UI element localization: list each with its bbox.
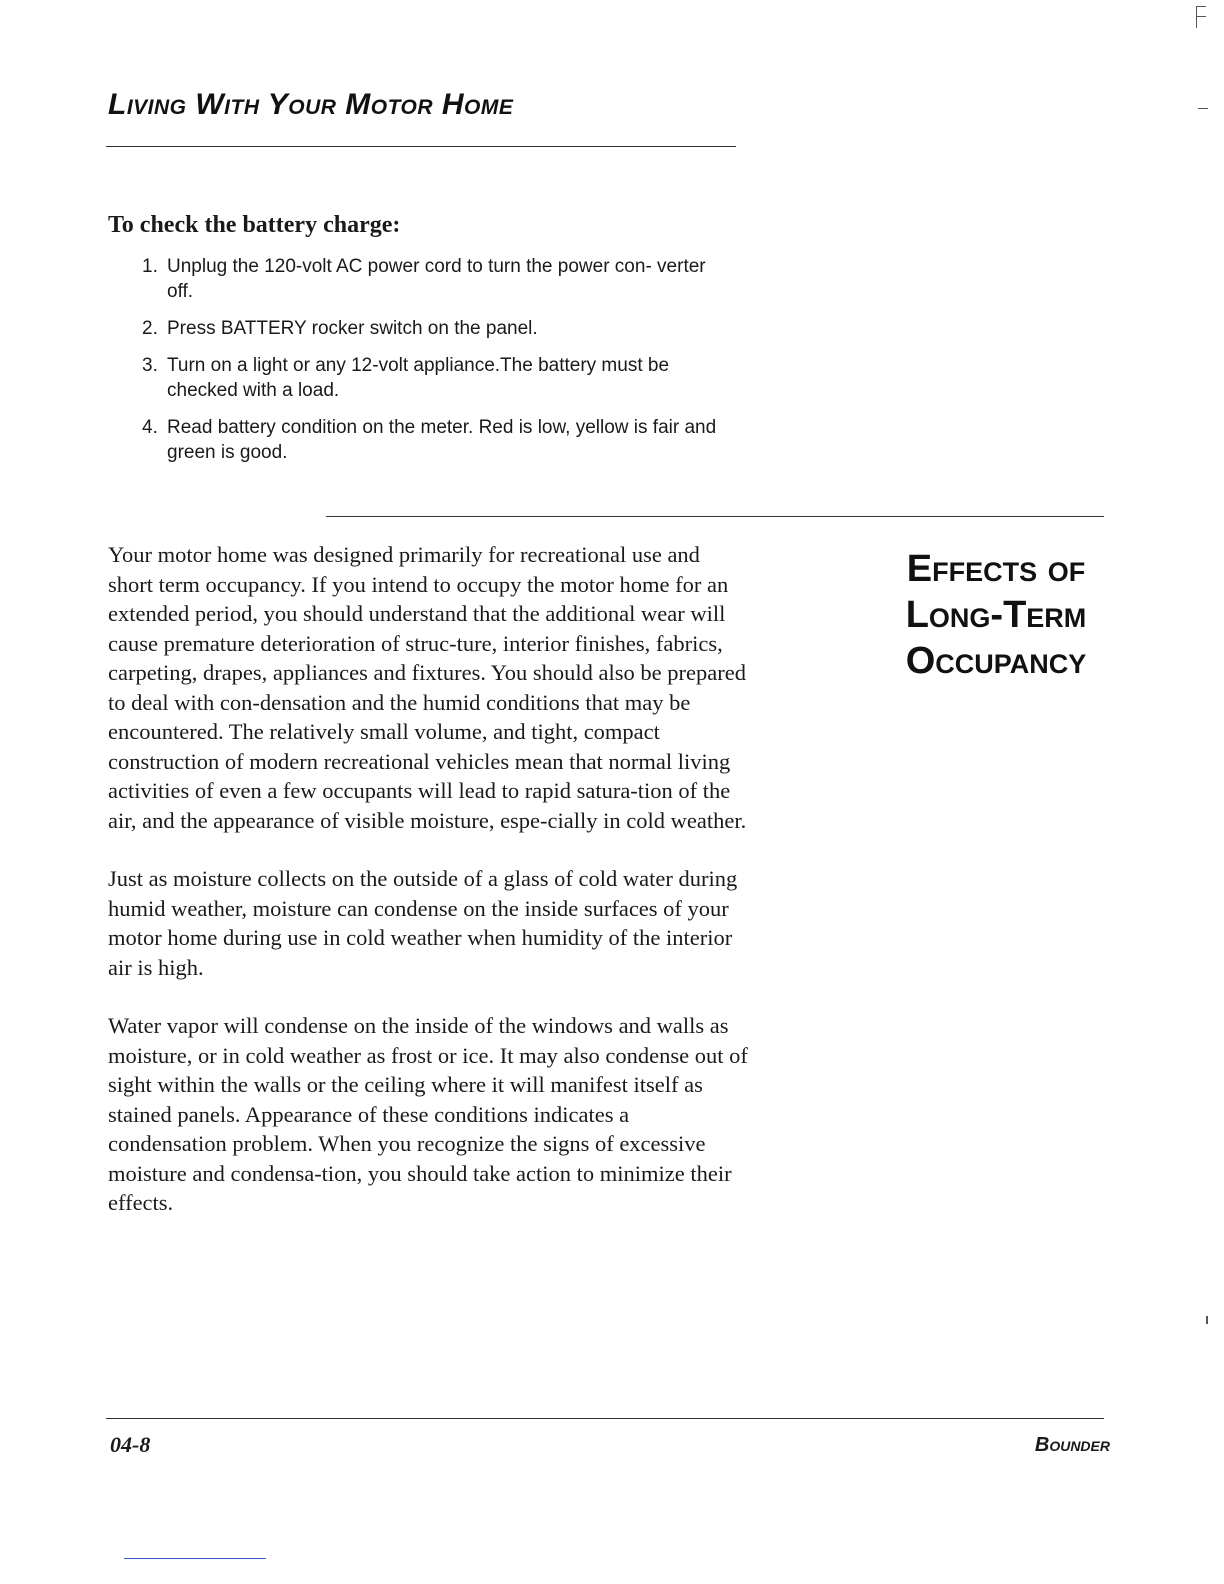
scan-edge-mark xyxy=(1196,6,1206,7)
scan-edge-mark xyxy=(1196,6,1197,28)
battery-section-heading: To check the battery charge: xyxy=(108,212,401,238)
occupancy-body xyxy=(108,540,748,1247)
step-number: 1. xyxy=(142,256,158,277)
scan-edge-mark xyxy=(1198,108,1208,109)
list-item xyxy=(142,316,722,341)
header-divider xyxy=(106,146,736,147)
side-heading-line: Long-Term xyxy=(905,594,1087,636)
body-paragraph: Your motor home was designed primarily for recreational use and short term occupancy. If you intend to occupy the motor home for an extended period, you should understand that the additional wear will cause premature deterioration of struc-ture, interior finishes, fabrics, carpeting, drapes, appliances and fixtures. You should also be prepared to deal with con-densation and the humid conditions that may be encountered. The relatively small volume, and tight, compact construction of modern recreational vehicles mean that normal living activities of even a few occupants will lead to rapid satura-tion of the air, and the appearance of visible moisture, espe-cially in cold weather. xyxy=(108,542,747,833)
list-item xyxy=(142,353,722,403)
step-text: Read battery condition on the meter. Red is low, yellow is fair and green is good. xyxy=(167,417,717,463)
battery-steps-list xyxy=(142,254,722,477)
body-paragraph: Just as moisture collects on the outside of a glass of cold water during humid weather, moisture can condense on the inside surfaces of your motor home during use in cold weather when humidity of the interior air is high. xyxy=(108,866,738,980)
bottom-edge-line xyxy=(124,1558,266,1559)
side-heading-line: Occupancy xyxy=(905,640,1087,682)
step-number: 3. xyxy=(142,355,158,376)
footer-divider xyxy=(106,1418,1104,1419)
step-text: Unplug the 120-volt AC power cord to turn the power con- verter off. xyxy=(167,256,706,302)
body-paragraph: Water vapor will condense on the inside of the windows and walls as moisture, or in cold weather as frost or ice. It may also condense out of sight within the walls or the ceiling where it will manifest itself as stained panels. Appearance of these conditions indicates a condensation problem. When you recognize the signs of excessive moisture and condensa-tion, you should take action to minimize their effects. xyxy=(108,1013,748,1215)
list-item xyxy=(142,254,722,304)
step-text: Turn on a light or any 12-volt appliance.The battery must be checked with a load. xyxy=(167,355,670,401)
step-text: Press BATTERY rocker switch on the panel. xyxy=(167,318,538,339)
footer-brand: Bounder xyxy=(1034,1434,1110,1456)
scan-edge-mark xyxy=(1196,16,1206,17)
page-number: 04-8 xyxy=(110,1432,151,1457)
page-header-title: Living With Your Motor Home xyxy=(108,88,514,121)
section-divider xyxy=(326,516,1104,517)
step-number: 4. xyxy=(142,417,158,438)
side-heading-line: Effects of xyxy=(906,548,1086,590)
occupancy-side-heading xyxy=(880,546,1112,684)
step-number: 2. xyxy=(142,318,158,339)
scan-edge-mark xyxy=(1206,1316,1208,1324)
list-item xyxy=(142,415,722,465)
